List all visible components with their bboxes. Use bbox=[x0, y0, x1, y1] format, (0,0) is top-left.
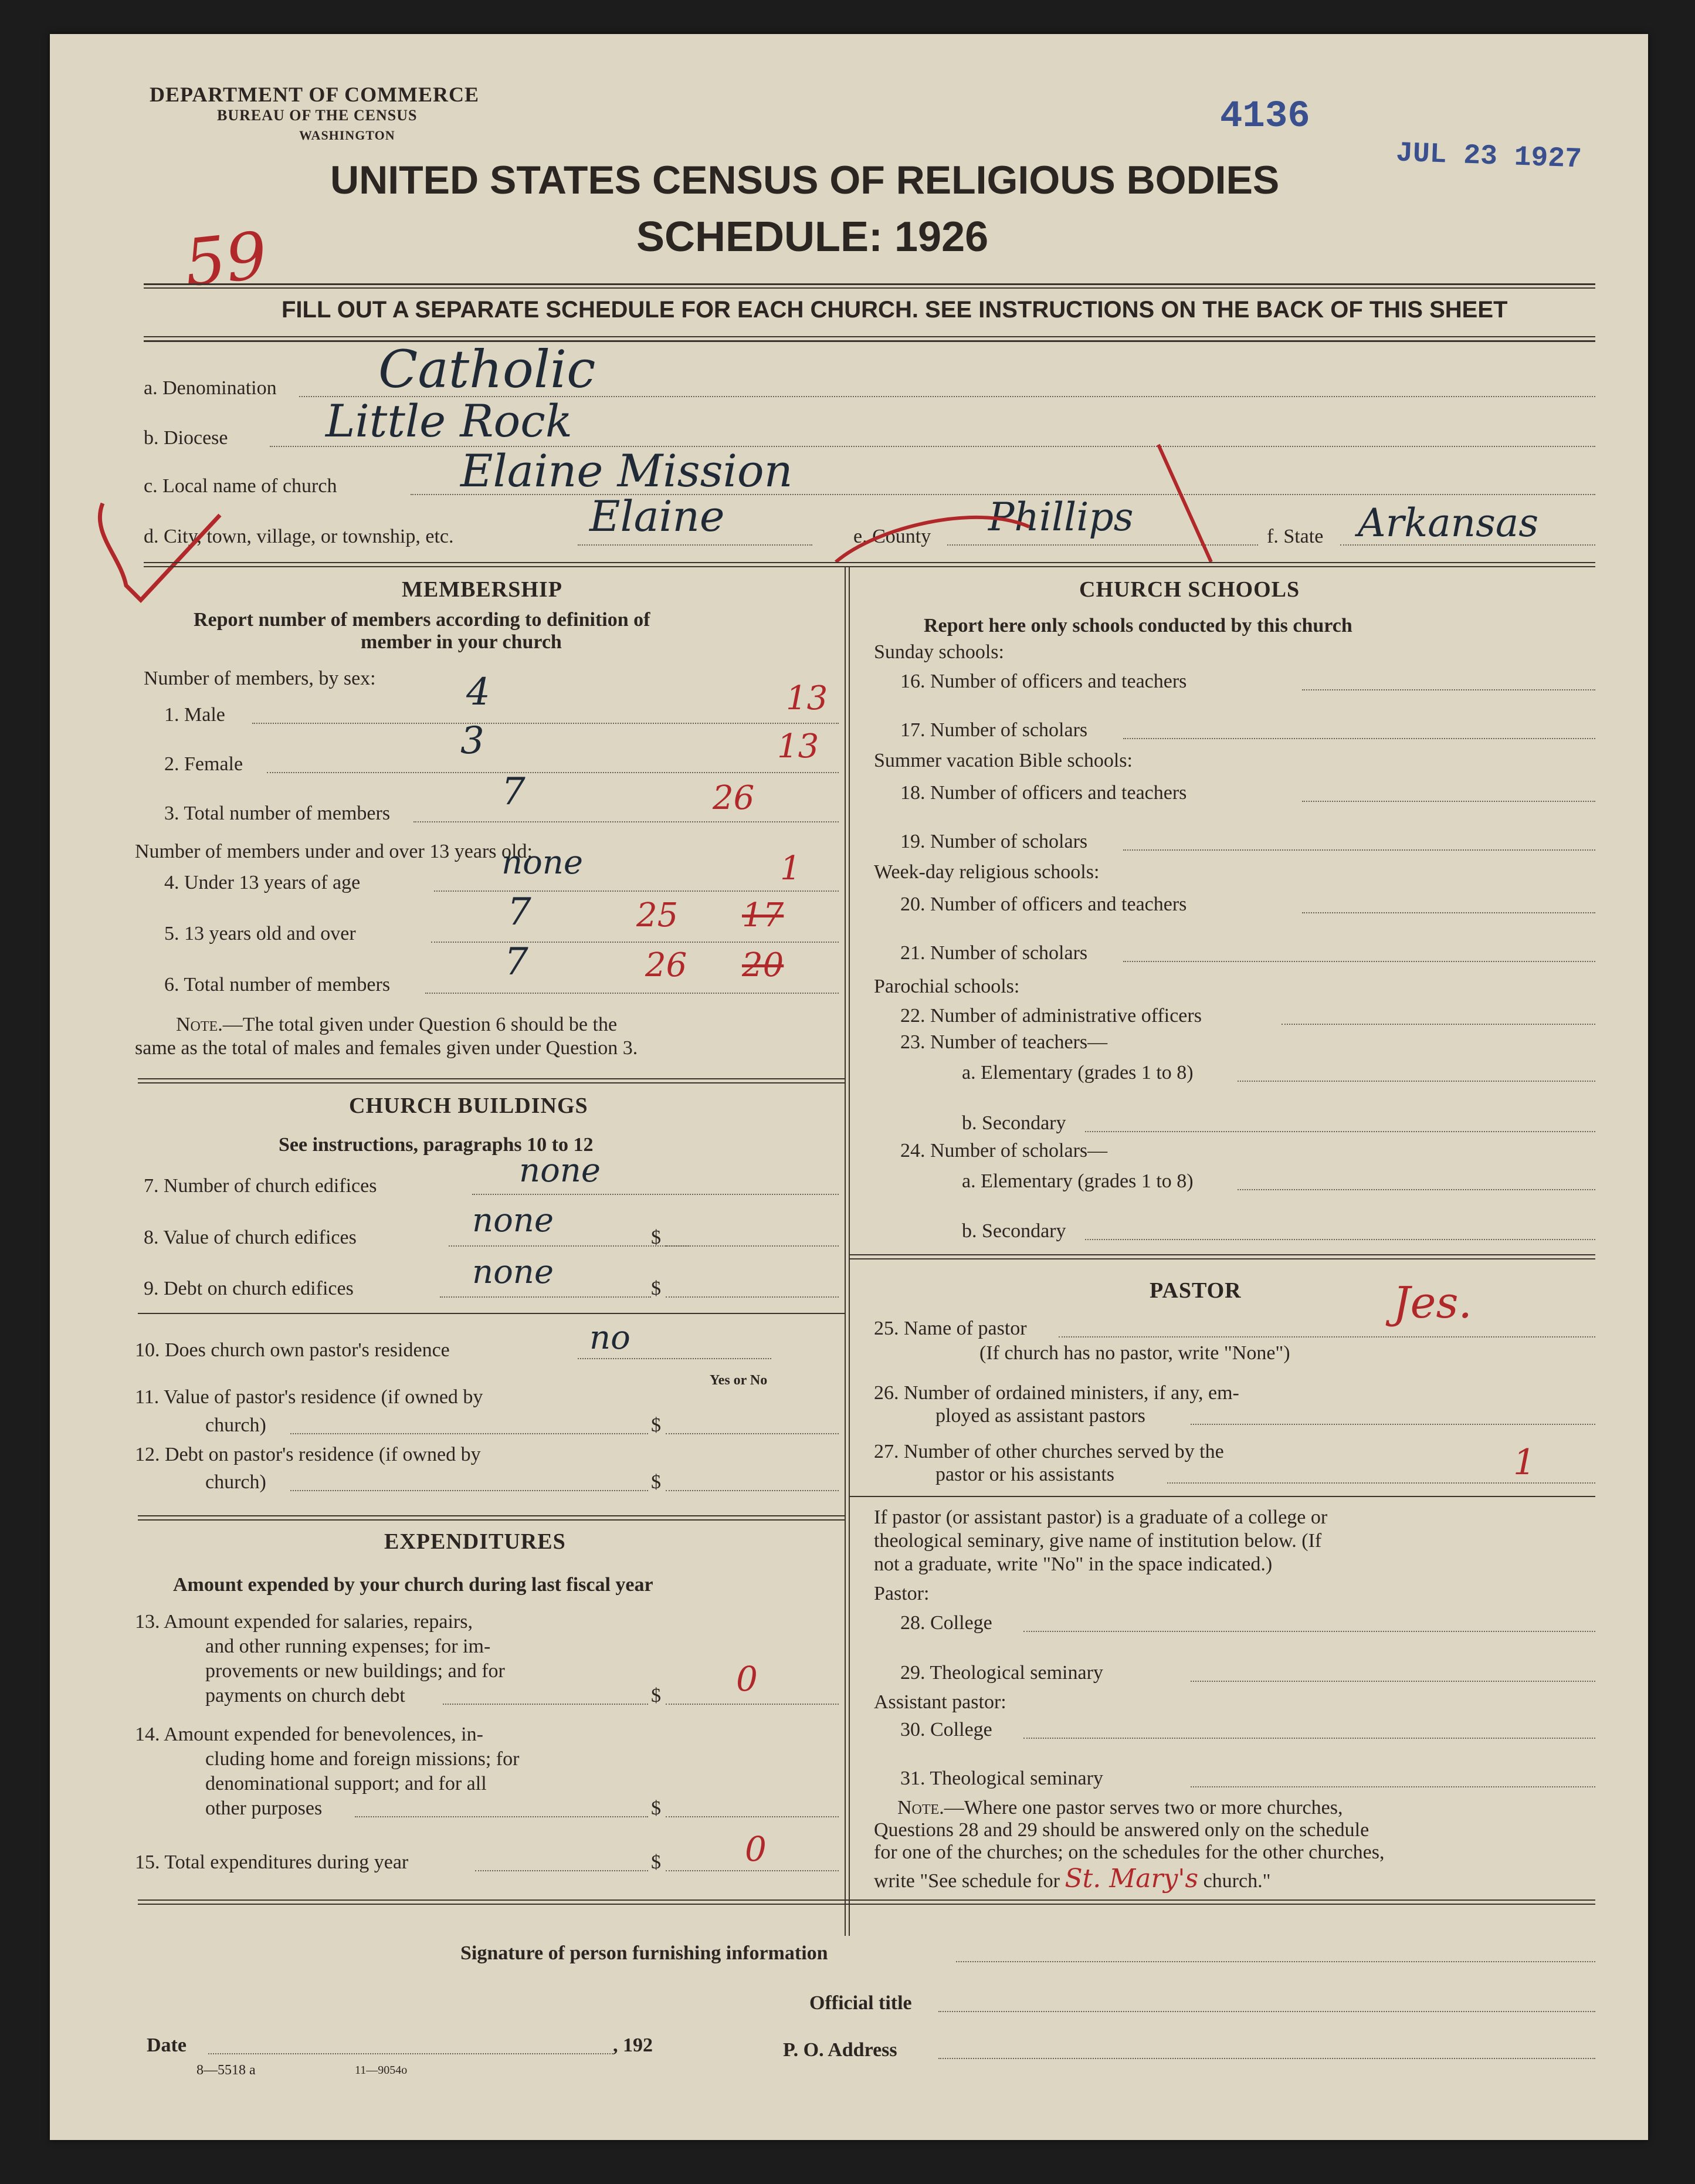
q13-dollar: $ bbox=[651, 1685, 661, 1706]
q6-original-value[interactable]: 7 bbox=[504, 940, 528, 984]
form-number: 8—5518 a bbox=[196, 2063, 256, 2078]
q25-label: 25. Name of pastor bbox=[874, 1318, 1027, 1339]
members-by-age-label: Number of members under and over 13 years old: bbox=[135, 841, 533, 862]
denomination-value[interactable]: Catholic bbox=[378, 339, 596, 399]
graduate-instructions-3: not a graduate, write "No" in the space indicated.) bbox=[874, 1553, 1273, 1575]
q15-dollar: $ bbox=[651, 1851, 661, 1873]
census-schedule-sheet bbox=[50, 34, 1648, 2140]
pastor-note-2: Questions 28 and 29 should be answered only on the schedule bbox=[874, 1819, 1369, 1841]
sunday-schools-label: Sunday schools: bbox=[874, 641, 1004, 663]
q25-note: (If church has no pastor, write "None") bbox=[979, 1342, 1290, 1364]
pastor-heading: PASTOR bbox=[1150, 1278, 1242, 1303]
q11-dollar: $ bbox=[651, 1414, 661, 1436]
q29-label: 29. Theological seminary bbox=[900, 1662, 1103, 1684]
q12-dollar: $ bbox=[651, 1471, 661, 1493]
diocese-value[interactable]: Little Rock bbox=[326, 395, 572, 447]
q23b-label: b. Secondary bbox=[962, 1112, 1066, 1134]
signature-label: Signature of person furnishing information bbox=[460, 1942, 828, 1964]
parochial-schools-label: Parochial schools: bbox=[874, 976, 1020, 997]
q14-label: 14. Amount expended for benevolences, in- bbox=[135, 1724, 483, 1745]
red-batch-number: 59 bbox=[181, 218, 271, 301]
red-check-mark-icon bbox=[830, 439, 1240, 574]
q13-label-4: payments on church debt bbox=[205, 1685, 405, 1706]
membership-instructions-2: member in your church bbox=[361, 631, 562, 653]
q2-female-label: 2. Female bbox=[164, 753, 243, 775]
print-number: 11—9054o bbox=[355, 2064, 408, 2077]
q8-dollar: $ bbox=[651, 1227, 661, 1248]
po-address-label: P. O. Address bbox=[783, 2039, 897, 2061]
q18-label: 18. Number of officers and teachers bbox=[900, 782, 1187, 804]
membership-instructions: Report number of members according to definition of bbox=[194, 609, 650, 631]
q13-label: 13. Amount expended for salaries, repairs, bbox=[135, 1611, 473, 1633]
q7-label: 7. Number of church edifices bbox=[144, 1175, 377, 1197]
membership-note-2: same as the total of males and females given under Question 3. bbox=[135, 1037, 638, 1059]
q19-label: 19. Number of scholars bbox=[900, 831, 1088, 852]
q16-label: 16. Number of officers and teachers bbox=[900, 671, 1187, 692]
graduate-instructions-2: theological seminary, give name of institution below. (If bbox=[874, 1530, 1322, 1552]
church-buildings-instructions: See instructions, paragraphs 10 to 12 bbox=[279, 1134, 594, 1156]
church-schools-instructions: Report here only schools conducted by this church bbox=[924, 615, 1352, 636]
diocese-label: b. Diocese bbox=[144, 427, 228, 449]
q9-value[interactable]: none bbox=[472, 1253, 554, 1291]
members-by-sex-label: Number of members, by sex: bbox=[144, 668, 376, 689]
state-label: f. State bbox=[1267, 526, 1324, 547]
q27-label-2: pastor or his assistants bbox=[935, 1464, 1115, 1485]
q3-corrected-value[interactable]: 26 bbox=[713, 779, 755, 817]
received-date-stamp: JUL 23 1927 bbox=[1395, 137, 1582, 176]
q10-label: 10. Does church own pastor's residence bbox=[135, 1339, 450, 1361]
yes-or-no-hint: Yes or No bbox=[710, 1373, 768, 1388]
q23a-label: a. Elementary (grades 1 to 8) bbox=[962, 1062, 1194, 1083]
pastor-label: Pastor: bbox=[874, 1583, 930, 1604]
q9-label: 9. Debt on church edifices bbox=[144, 1278, 354, 1299]
form-title: UNITED STATES CENSUS OF RELIGIOUS BODIES bbox=[330, 158, 1280, 202]
q2-original-value[interactable]: 3 bbox=[460, 719, 484, 763]
city-label: d. City, town, village, or township, etc. bbox=[144, 526, 454, 547]
q26-label-2: ployed as assistant pastors bbox=[935, 1405, 1145, 1427]
membership-heading: MEMBERSHIP bbox=[402, 577, 562, 602]
q6-struck-value: 20 bbox=[742, 946, 784, 984]
q9-dollar: $ bbox=[651, 1278, 661, 1299]
q13-value[interactable]: 0 bbox=[736, 1659, 758, 1699]
q8-label: 8. Value of church edifices bbox=[144, 1227, 357, 1248]
q28-label: 28. College bbox=[900, 1612, 992, 1634]
weekday-schools-label: Week-day religious schools: bbox=[874, 861, 1100, 883]
q15-value[interactable]: 0 bbox=[745, 1829, 767, 1869]
church-name-value[interactable]: Elaine Mission bbox=[460, 445, 793, 497]
department-heading: DEPARTMENT OF COMMERCE bbox=[150, 83, 480, 106]
q3-original-value[interactable]: 7 bbox=[501, 770, 526, 814]
q14-label-4: other purposes bbox=[205, 1797, 323, 1819]
date-label: Date bbox=[147, 2034, 187, 2056]
file-number-stamp: 4136 bbox=[1220, 96, 1310, 138]
date-year-label: , 192 bbox=[613, 2034, 653, 2056]
church-buildings-heading: CHURCH BUILDINGS bbox=[349, 1093, 588, 1118]
q6-total-label: 6. Total number of members bbox=[164, 974, 391, 996]
q1-original-value[interactable]: 4 bbox=[466, 671, 490, 714]
q23-label: 23. Number of teachers— bbox=[900, 1031, 1108, 1053]
q13-label-2: and other running expenses; for im- bbox=[205, 1636, 491, 1657]
assistant-pastor-label: Assistant pastor: bbox=[874, 1691, 1006, 1713]
q2-corrected-value[interactable]: 13 bbox=[777, 727, 819, 766]
q30-label: 30. College bbox=[900, 1719, 992, 1741]
instructions-line: FILL OUT A SEPARATE SCHEDULE FOR EACH CHURCH. SEE INSTRUCTIONS ON THE BACK OF THIS SHEET bbox=[282, 297, 1508, 323]
q11-label: 11. Value of pastor's residence (if owned by bbox=[135, 1386, 483, 1408]
official-title-label: Official title bbox=[809, 1992, 912, 2014]
red-check-mark-icon bbox=[85, 480, 238, 615]
state-value[interactable]: Arkansas bbox=[1358, 500, 1539, 546]
q26-label: 26. Number of ordained ministers, if any, em- bbox=[874, 1382, 1239, 1404]
q25-value[interactable]: Jes. bbox=[1393, 1278, 1472, 1328]
church-name-label: c. Local name of church bbox=[144, 475, 337, 497]
q4-corrected-value[interactable]: 1 bbox=[780, 849, 801, 888]
q1-corrected-value[interactable]: 13 bbox=[786, 679, 828, 717]
church-schools-heading: CHURCH SCHOOLS bbox=[1079, 577, 1300, 602]
q5-struck-value: 17 bbox=[742, 896, 784, 934]
q5-corrected-value[interactable]: 25 bbox=[636, 896, 679, 934]
see-schedule-church-value[interactable]: St. Mary's bbox=[1065, 1864, 1199, 1894]
q27-label: 27. Number of other churches served by the bbox=[874, 1441, 1224, 1462]
q4-original-value[interactable]: none bbox=[501, 844, 583, 882]
q5-13-and-over-label: 5. 13 years old and over bbox=[164, 923, 356, 944]
q7-value[interactable]: none bbox=[519, 1152, 601, 1190]
q12-label-2: church) bbox=[205, 1471, 266, 1493]
summer-schools-label: Summer vacation Bible schools: bbox=[874, 750, 1133, 771]
q27-value[interactable]: 1 bbox=[1513, 1442, 1536, 1483]
county-label: e. County bbox=[853, 526, 931, 547]
q24b-label: b. Secondary bbox=[962, 1220, 1066, 1242]
q10-value[interactable]: no bbox=[589, 1319, 630, 1357]
q1-male-label: 1. Male bbox=[164, 704, 225, 726]
q12-label: 12. Debt on pastor's residence (if owned by bbox=[135, 1444, 481, 1465]
city-value[interactable]: Elaine bbox=[589, 492, 725, 541]
q21-label: 21. Number of scholars bbox=[900, 942, 1088, 964]
city-heading: WASHINGTON bbox=[299, 128, 395, 143]
q24-label: 24. Number of scholars— bbox=[900, 1140, 1108, 1162]
expenditures-instructions: Amount expended by your church during last fiscal year bbox=[173, 1574, 653, 1596]
q3-total-label: 3. Total number of members bbox=[164, 803, 391, 824]
membership-note: Note.—The total given under Question 6 should be the bbox=[176, 1014, 618, 1035]
bureau-heading: BUREAU OF THE CENSUS bbox=[217, 107, 418, 124]
q17-label: 17. Number of scholars bbox=[900, 719, 1088, 741]
graduate-instructions: If pastor (or assistant pastor) is a graduate of a college or bbox=[874, 1506, 1328, 1528]
pastor-note: Note.—Where one pastor serves two or more churches, bbox=[897, 1797, 1343, 1819]
q4-under-13-label: 4. Under 13 years of age bbox=[164, 872, 361, 893]
q14-label-2: cluding home and foreign missions; for bbox=[205, 1748, 520, 1770]
q6-corrected-value[interactable]: 26 bbox=[645, 946, 687, 984]
pastor-note-3: for one of the churches; on the schedules for the other churches, bbox=[874, 1841, 1385, 1863]
q11-label-2: church) bbox=[205, 1414, 266, 1436]
q14-dollar: $ bbox=[651, 1797, 661, 1819]
pastor-note-4: write "See schedule for St. Mary's church." bbox=[874, 1864, 1271, 1894]
q24a-label: a. Elementary (grades 1 to 8) bbox=[962, 1170, 1194, 1192]
q22-label: 22. Number of administrative officers bbox=[900, 1005, 1202, 1027]
q20-label: 20. Number of officers and teachers bbox=[900, 893, 1187, 915]
expenditures-heading: EXPENDITURES bbox=[384, 1529, 566, 1554]
denomination-label: a. Denomination bbox=[144, 377, 277, 399]
q5-original-value[interactable]: 7 bbox=[507, 890, 531, 934]
q14-label-3: denominational support; and for all bbox=[205, 1773, 487, 1794]
q8-value[interactable]: none bbox=[472, 1201, 554, 1240]
county-value[interactable]: Phillips bbox=[988, 495, 1134, 540]
schedule-title: SCHEDULE: 1926 bbox=[636, 214, 989, 260]
q31-label: 31. Theological seminary bbox=[900, 1767, 1103, 1789]
q13-label-3: provements or new buildings; and for bbox=[205, 1660, 505, 1682]
q15-label: 15. Total expenditures during year bbox=[135, 1851, 409, 1873]
